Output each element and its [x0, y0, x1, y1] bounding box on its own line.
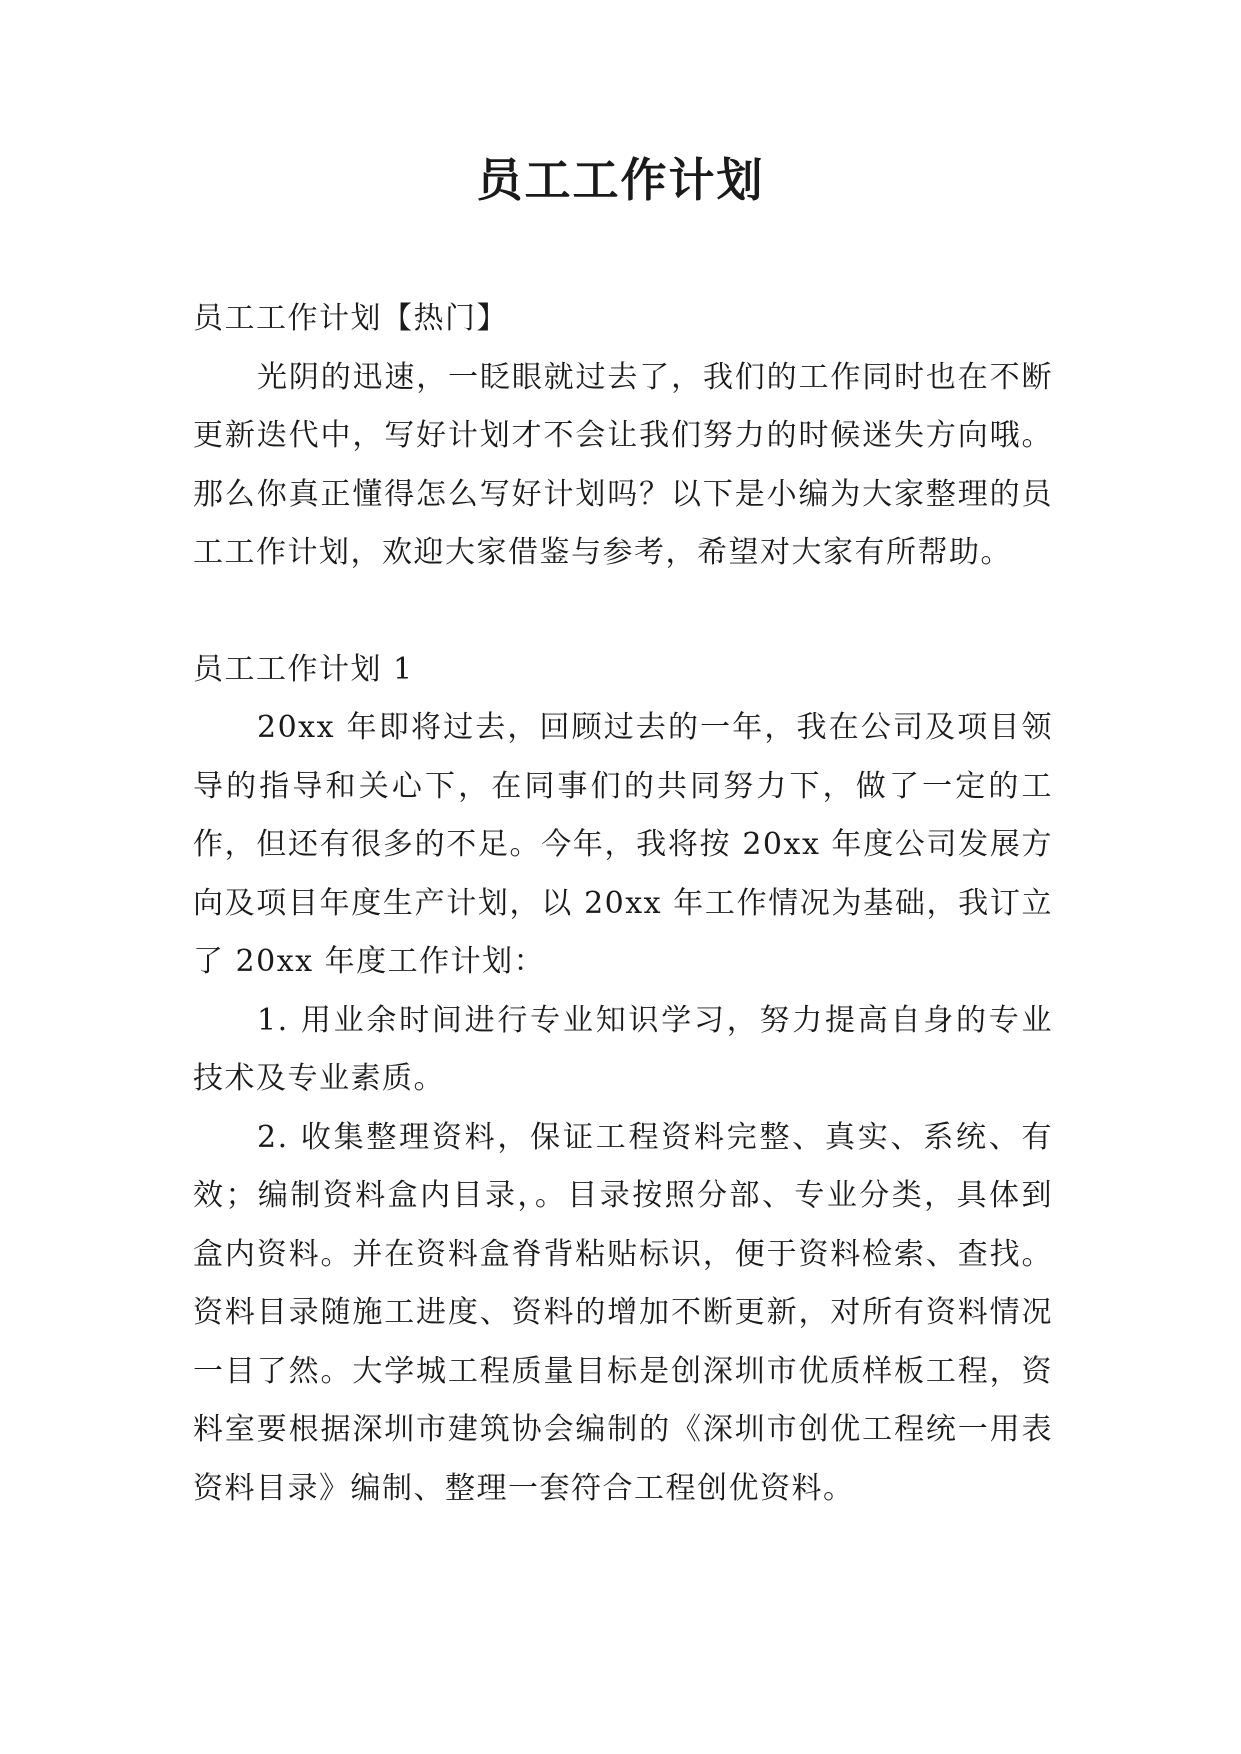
section1-heading: 员工工作计划 1	[193, 651, 414, 687]
section-spacer	[193, 583, 1053, 641]
plan-item-1: 1. 用业余时间进行专业知识学习，努力提高自身的专业技术及专业素质。	[193, 1002, 1053, 1096]
intro-heading: 员工工作计划【热门】	[193, 301, 508, 336]
plan-item-2: 2. 收集整理资料，保证工程资料完整、真实、系统、有效；编制资料盒内目录，。目录按照分部、专业分类，具体到盒内资料。并在资料盒脊背粘贴标识，便于资料检索、查找。资料目录随施工进度、资料的增加不断更新，对所有资料情况一目了然。大学城工程质量目标是创深圳市优质样板工程，资料室要根据深圳市建筑协会编制的《深圳市创优工程统一用表资料目录》编制、整理一套符合工程创优资料。	[193, 1119, 1053, 1506]
intro-paragraph: 光阴的迅速，一眨眼就过去了，我们的工作同时也在不断更新迭代中，写好计划才不会让我们努力的时候迷失方向哦。那么你真正懂得怎么写好计划吗？以下是小编为大家整理的员工工作计划，欢迎大家借鉴与参考，希望对大家有所帮助。	[193, 359, 1053, 570]
document-title: 员工工作计划	[476, 153, 765, 207]
section1-intro: 20xx 年即将过去，回顾过去的一年，我在公司及项目领导的指导和关心下，在同事们的共同努力下，做了一定的工作，但还有很多的不足。今年，我将按 20xx 年度公司发展方向及项目年度生产计划，以 20xx 年工作情况为基础，我订立了 20xx 年度工作计划：	[193, 710, 1053, 979]
document-body	[193, 290, 1053, 1518]
